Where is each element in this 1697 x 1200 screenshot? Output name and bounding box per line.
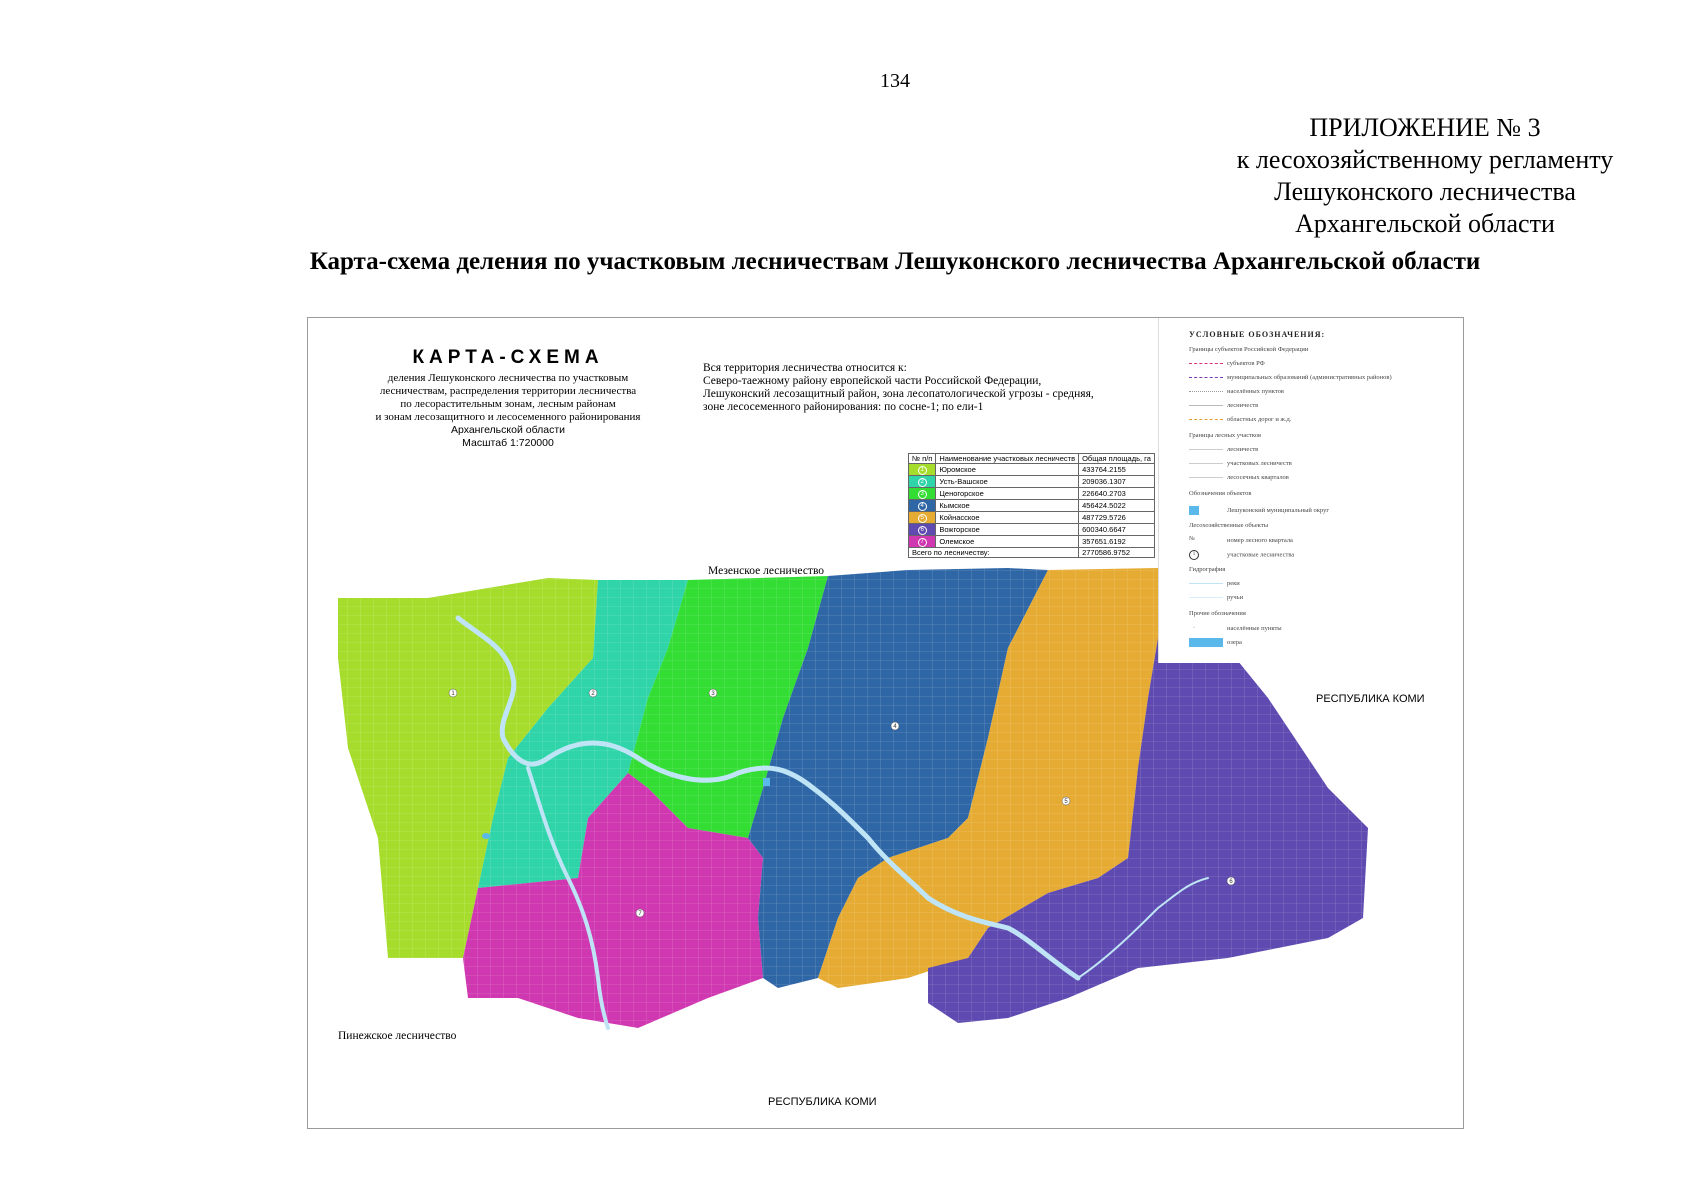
legend-item: Гидрография [1189,566,1226,573]
col-area: Общая площадь, га [1079,454,1155,464]
row-name: Юромское [936,464,1079,476]
row-name: Усть-Вашское [936,476,1079,488]
legend-item: субъектов РФ [1189,360,1449,370]
row-number: 2 [918,478,927,487]
neighbor-north: Мезенское лесничество [708,565,825,577]
legend-item: Прочие обозначения [1189,610,1246,617]
legend-item: Границы лесных участков [1189,432,1262,439]
table-row [909,512,1155,524]
info-line: зоне лесосеменного районирования: по сосне-1; по ели-1 [703,401,984,413]
map-legend [1158,318,1464,663]
legend-item: № номер лесного квартала [1189,536,1293,544]
legend-item: населённых пунктов [1189,388,1449,398]
map-subtitle-line: и зонам лесозащитного и лесосеменного районирования [375,411,641,423]
document-title: Карта-схема деления по участковым лесничествам Лешуконского лесничества Архангельской области [309,248,1481,275]
legend-item: лесничеств [1189,446,1449,456]
zone-label-2: 2 [591,691,595,697]
row-number: 6 [918,526,927,535]
info-line: Вся территория лесничества относится к: [703,362,907,374]
appendix-line-2: к лесохозяйственному регламенту [1236,145,1614,174]
zoning-info [703,362,1143,414]
row-swatch [909,464,936,476]
total-label: Всего по лесничеству: [909,548,1079,558]
page-number: 134 [880,70,910,92]
table-row [909,536,1155,548]
row-name: Олемское [936,536,1079,548]
row-name: Ценогорское [936,488,1079,500]
map-scale: Масштаб 1:720000 [462,437,554,449]
row-area: 456424.5022 [1079,500,1155,512]
row-area: 209036.1307 [1079,476,1155,488]
forestry-map [307,317,1464,1129]
row-number: 5 [918,514,927,523]
legend-item: Границы субъектов Российской Федерации [1189,346,1309,353]
neighbor-south: РЕСПУБЛИКА КОМИ [768,1096,877,1108]
info-line: Лешуконский лесозащитный район, зона лесопатологической угрозы - средняя, [703,388,1094,400]
row-number: 4 [918,502,927,511]
zone-label-3: 3 [711,691,715,697]
row-swatch [909,512,936,524]
row-area: 487729.5726 [1079,512,1155,524]
row-swatch [909,536,936,548]
map-title-block [348,346,668,450]
row-area: 226640.2703 [1079,488,1155,500]
map-subtitle-line: деления Лешуконского лесничества по участковым [387,372,629,384]
table-total-row [909,548,1155,558]
row-number: 3 [918,490,927,499]
area-table [908,453,1155,558]
neighbor-east: РЕСПУБЛИКА КОМИ [1316,693,1425,705]
row-swatch [909,500,936,512]
col-name: Наименование участковых лесничеств [936,454,1079,464]
neighbor-southwest: Пинежское лесничество [338,1030,457,1042]
row-name: Кымское [936,500,1079,512]
table-header-row [909,454,1155,464]
legend-item: Обозначения объектов [1189,490,1252,497]
zone-label-5: 5 [1064,799,1068,805]
row-number: 7 [918,538,927,547]
legend-item: лесничеств [1189,402,1449,412]
table-row [909,524,1155,536]
row-swatch [909,488,936,500]
appendix-header [1195,112,1655,240]
map-subtitle-line: лесничествам, распределения территории лесничества [379,385,637,397]
legend-item: участковых лесничеств [1189,460,1449,470]
appendix-line-3: Лешуконского лесничества [1274,177,1576,206]
appendix-line-4: Архангельской области [1295,209,1555,238]
row-swatch [909,476,936,488]
legend-item: озера [1189,638,1449,648]
map-title: КАРТА-СХЕМА [412,347,604,368]
row-name: Вожгорское [936,524,1079,536]
row-area: 357651.6192 [1079,536,1155,548]
legend-item: 1 участковые лесничества [1189,550,1449,560]
table-row [909,488,1155,500]
zone-label-6: 6 [1229,879,1233,885]
legend-item: ручьи [1189,594,1449,604]
legend-item: Лесохозяйственные объекты [1189,522,1269,529]
row-area: 433764.2155 [1079,464,1155,476]
total-area: 2770586.9752 [1079,548,1155,558]
zone-label-4: 4 [893,724,897,730]
zone-label-7: 7 [638,911,642,917]
map-region: Архангельской области [450,424,566,436]
legend-item: реки [1189,580,1449,590]
map-subtitle-line: по лесорастительным зонам, лесным районам [400,398,616,410]
info-line: Северо-таежному району европейской части Российской Федерации, [703,375,1042,387]
legend-item: · населённые пункты [1192,624,1282,632]
row-number: 1 [918,466,927,475]
table-row [909,464,1155,476]
legend-item: областных дорог и ж.д. [1189,416,1449,426]
lake [482,833,490,839]
legend-item: лесосечных кварталов [1189,474,1449,484]
legend-item: Лешуконский муниципальный округ [1189,506,1449,516]
row-swatch [909,524,936,536]
row-area: 600340.6647 [1079,524,1155,536]
appendix-line-1: ПРИЛОЖЕНИЕ № 3 [1309,113,1541,142]
col-number: № п/п [909,454,936,464]
zone-label-1: 1 [451,691,455,697]
table-row [909,476,1155,488]
row-name: Койнасское [936,512,1079,524]
legend-title: УСЛОВНЫЕ ОБОЗНАЧЕНИЯ: [1189,330,1326,339]
table-row [909,500,1155,512]
legend-item: муниципальных образований (административных районов) [1189,374,1449,384]
lake [763,778,770,786]
